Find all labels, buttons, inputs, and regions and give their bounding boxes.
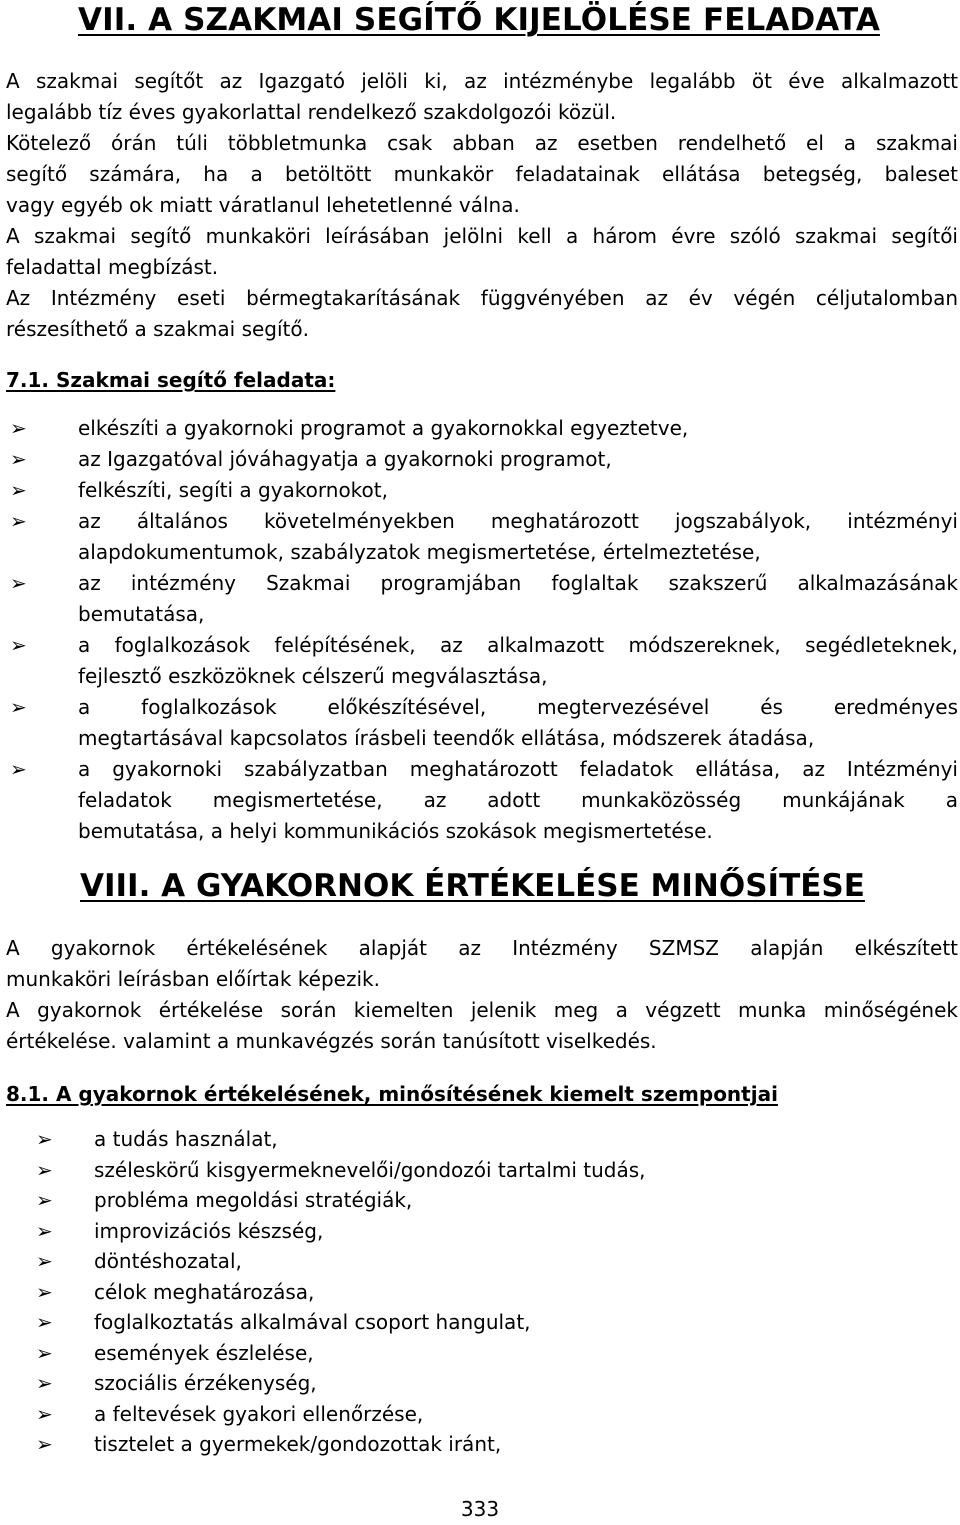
arrow-bullet-icon: ➢ — [36, 1218, 53, 1243]
list-item-text: fejlesztő eszközöknek célszerű megválasztása, — [78, 664, 548, 688]
list-item-text: szociális érzékenység, — [94, 1371, 317, 1395]
text-line: Az Intézmény eseti bérmegtakarításának függvényében az év végén céljutalomban — [6, 286, 958, 310]
section-7-paragraph-4 — [6, 283, 958, 345]
section-7-paragraph-1 — [6, 66, 958, 128]
list-item — [0, 1368, 960, 1399]
section-8-paragraph-1 — [6, 933, 958, 995]
list-item — [0, 692, 958, 754]
subsection-8-1-heading: 8.1. A gyakornok értékelésének, minősítésének kiemelt szempontjai — [6, 1082, 778, 1106]
list-item — [0, 1124, 960, 1155]
list-item-text: események észlelése, — [94, 1340, 314, 1365]
list-item-text: elkészíti a gyakornoki programot a gyakornokkal egyeztetve, — [78, 416, 689, 440]
text-line: A gyakornok értékelésének alapját az Intézmény SZMSZ alapján elkészített — [6, 936, 958, 960]
list-item-text: felkészíti, segíti a gyakornokot, — [78, 478, 388, 502]
section-7-heading: VII. A SZAKMAI SEGÍTŐ KIJELÖLÉSE FELADATA — [78, 2, 880, 38]
list-item — [0, 1216, 960, 1247]
list-item-text: bemutatása, — [78, 602, 205, 626]
section-7-1-bullet-list — [0, 413, 960, 847]
page-number: 333 — [460, 1497, 500, 1521]
text-line: A gyakornok értékelése során kiemelten jelenik meg a végzett munka minőségének — [6, 998, 958, 1022]
arrow-bullet-icon: ➢ — [10, 571, 27, 595]
arrow-bullet-icon: ➢ — [36, 1340, 53, 1365]
section-8-1-bullet-list — [0, 1124, 960, 1460]
section-8-paragraph-2 — [6, 995, 958, 1057]
text-line: legalább tíz éves gyakorlattal rendelkező szakdolgozói közül. — [6, 100, 617, 124]
arrow-bullet-icon: ➢ — [10, 509, 27, 533]
list-item — [0, 1307, 960, 1338]
arrow-bullet-icon: ➢ — [36, 1432, 53, 1456]
list-item — [0, 1399, 960, 1430]
text-line: munkaköri leírásban előírtak képezik. — [6, 967, 380, 991]
list-item-text: a feltevések gyakori ellenőrzése, — [94, 1401, 424, 1426]
arrow-bullet-icon: ➢ — [10, 757, 27, 781]
arrow-bullet-icon: ➢ — [10, 478, 27, 502]
list-item-text: az intézmény Szakmai programjában foglaltak szakszerű alkalmazásának — [78, 571, 958, 595]
list-item — [0, 475, 958, 506]
text-line: Kötelező órán túli többletmunka csak abban az esetben rendelhető el a szakmai — [6, 131, 958, 155]
list-item-text: alapdokumentumok, szabályzatok megismertetése, értelmeztetése, — [78, 540, 761, 564]
list-item-text: széleskörű kisgyermeknevelői/gondozói tartalmi tudás, — [94, 1157, 646, 1182]
subsection-7-1-heading: 7.1. Szakmai segítő feladata: — [6, 368, 336, 392]
arrow-bullet-icon: ➢ — [10, 447, 27, 471]
list-item — [0, 444, 958, 475]
list-item-text: improvizációs készség, — [94, 1218, 324, 1243]
list-item — [0, 1155, 960, 1186]
list-item-text: megtartásával kapcsolatos írásbeli teendők ellátása, módszerek átadása, — [78, 726, 815, 750]
text-line: A szakmai segítő munkaköri leírásában jelölni kell a három évre szóló szakmai segítői — [6, 224, 958, 248]
text-line: vagy egyéb ok miatt váratlanul lehetetlenné válna. — [6, 193, 520, 217]
section-7-paragraph-2 — [6, 128, 958, 221]
arrow-bullet-icon: ➢ — [36, 1371, 53, 1395]
arrow-bullet-icon: ➢ — [36, 1127, 53, 1151]
list-item-text: az általános követelményekben meghatározott jogszabályok, intézményi — [78, 509, 958, 533]
list-item — [0, 1277, 960, 1308]
list-item-text: célok meghatározása, — [94, 1279, 315, 1304]
arrow-bullet-icon: ➢ — [36, 1188, 53, 1212]
list-item-text: bemutatása, a helyi kommunikációs szokások megismertetése. — [78, 819, 713, 843]
list-item-text: a tudás használat, — [94, 1127, 278, 1151]
list-item — [0, 506, 958, 568]
list-item — [0, 754, 958, 847]
text-line: segítő számára, ha a betöltött munkakör feladatainak ellátása betegség, baleset — [6, 162, 958, 186]
section-7-paragraph-3 — [6, 221, 958, 283]
arrow-bullet-icon: ➢ — [36, 1310, 53, 1334]
list-item-text: feladatok megismertetése, az adott munkaközösség munkájának a — [78, 788, 958, 812]
list-item-text: a foglalkozások előkészítésével, megtervezésével és eredményes — [78, 695, 958, 719]
list-item-text: foglalkoztatás alkalmával csoport hangulat, — [94, 1310, 531, 1334]
list-item-text: a foglalkozások felépítésének, az alkalmazott módszereknek, segédleteknek, — [78, 633, 958, 657]
list-item — [0, 1338, 960, 1369]
list-item — [0, 630, 958, 692]
text-line: értékelése. valamint a munkavégzés során tanúsított viselkedés. — [6, 1029, 657, 1053]
list-item — [0, 1246, 960, 1277]
arrow-bullet-icon: ➢ — [10, 416, 27, 440]
list-item — [0, 1429, 960, 1460]
arrow-bullet-icon: ➢ — [36, 1401, 53, 1426]
text-line: feladattal megbízást. — [6, 255, 219, 279]
arrow-bullet-icon: ➢ — [10, 695, 27, 719]
arrow-bullet-icon: ➢ — [36, 1157, 53, 1182]
arrow-bullet-icon: ➢ — [10, 633, 27, 657]
arrow-bullet-icon: ➢ — [36, 1279, 53, 1304]
section-8-heading: VIII. A GYAKORNOK ÉRTÉKELÉSE MINŐSÍTÉSE — [80, 868, 865, 904]
list-item-text: a gyakornoki szabályzatban meghatározott feladatok ellátása, az Intézményi — [78, 757, 958, 781]
list-item-text: probléma megoldási stratégiák, — [94, 1188, 413, 1212]
list-item-text: tisztelet a gyermekek/gondozottak iránt, — [94, 1432, 502, 1456]
text-line: részesíthető a szakmai segítő. — [6, 317, 309, 341]
list-item — [0, 413, 958, 444]
list-item — [0, 1185, 960, 1216]
list-item-text: döntéshozatal, — [94, 1249, 242, 1273]
list-item-text: az Igazgatóval jóváhagyatja a gyakornoki programot, — [78, 447, 612, 471]
text-line: A szakmai segítőt az Igazgató jelöli ki, az intézménybe legalább öt éve alkalmazott — [6, 69, 958, 93]
list-item — [0, 568, 958, 630]
arrow-bullet-icon: ➢ — [36, 1249, 53, 1273]
